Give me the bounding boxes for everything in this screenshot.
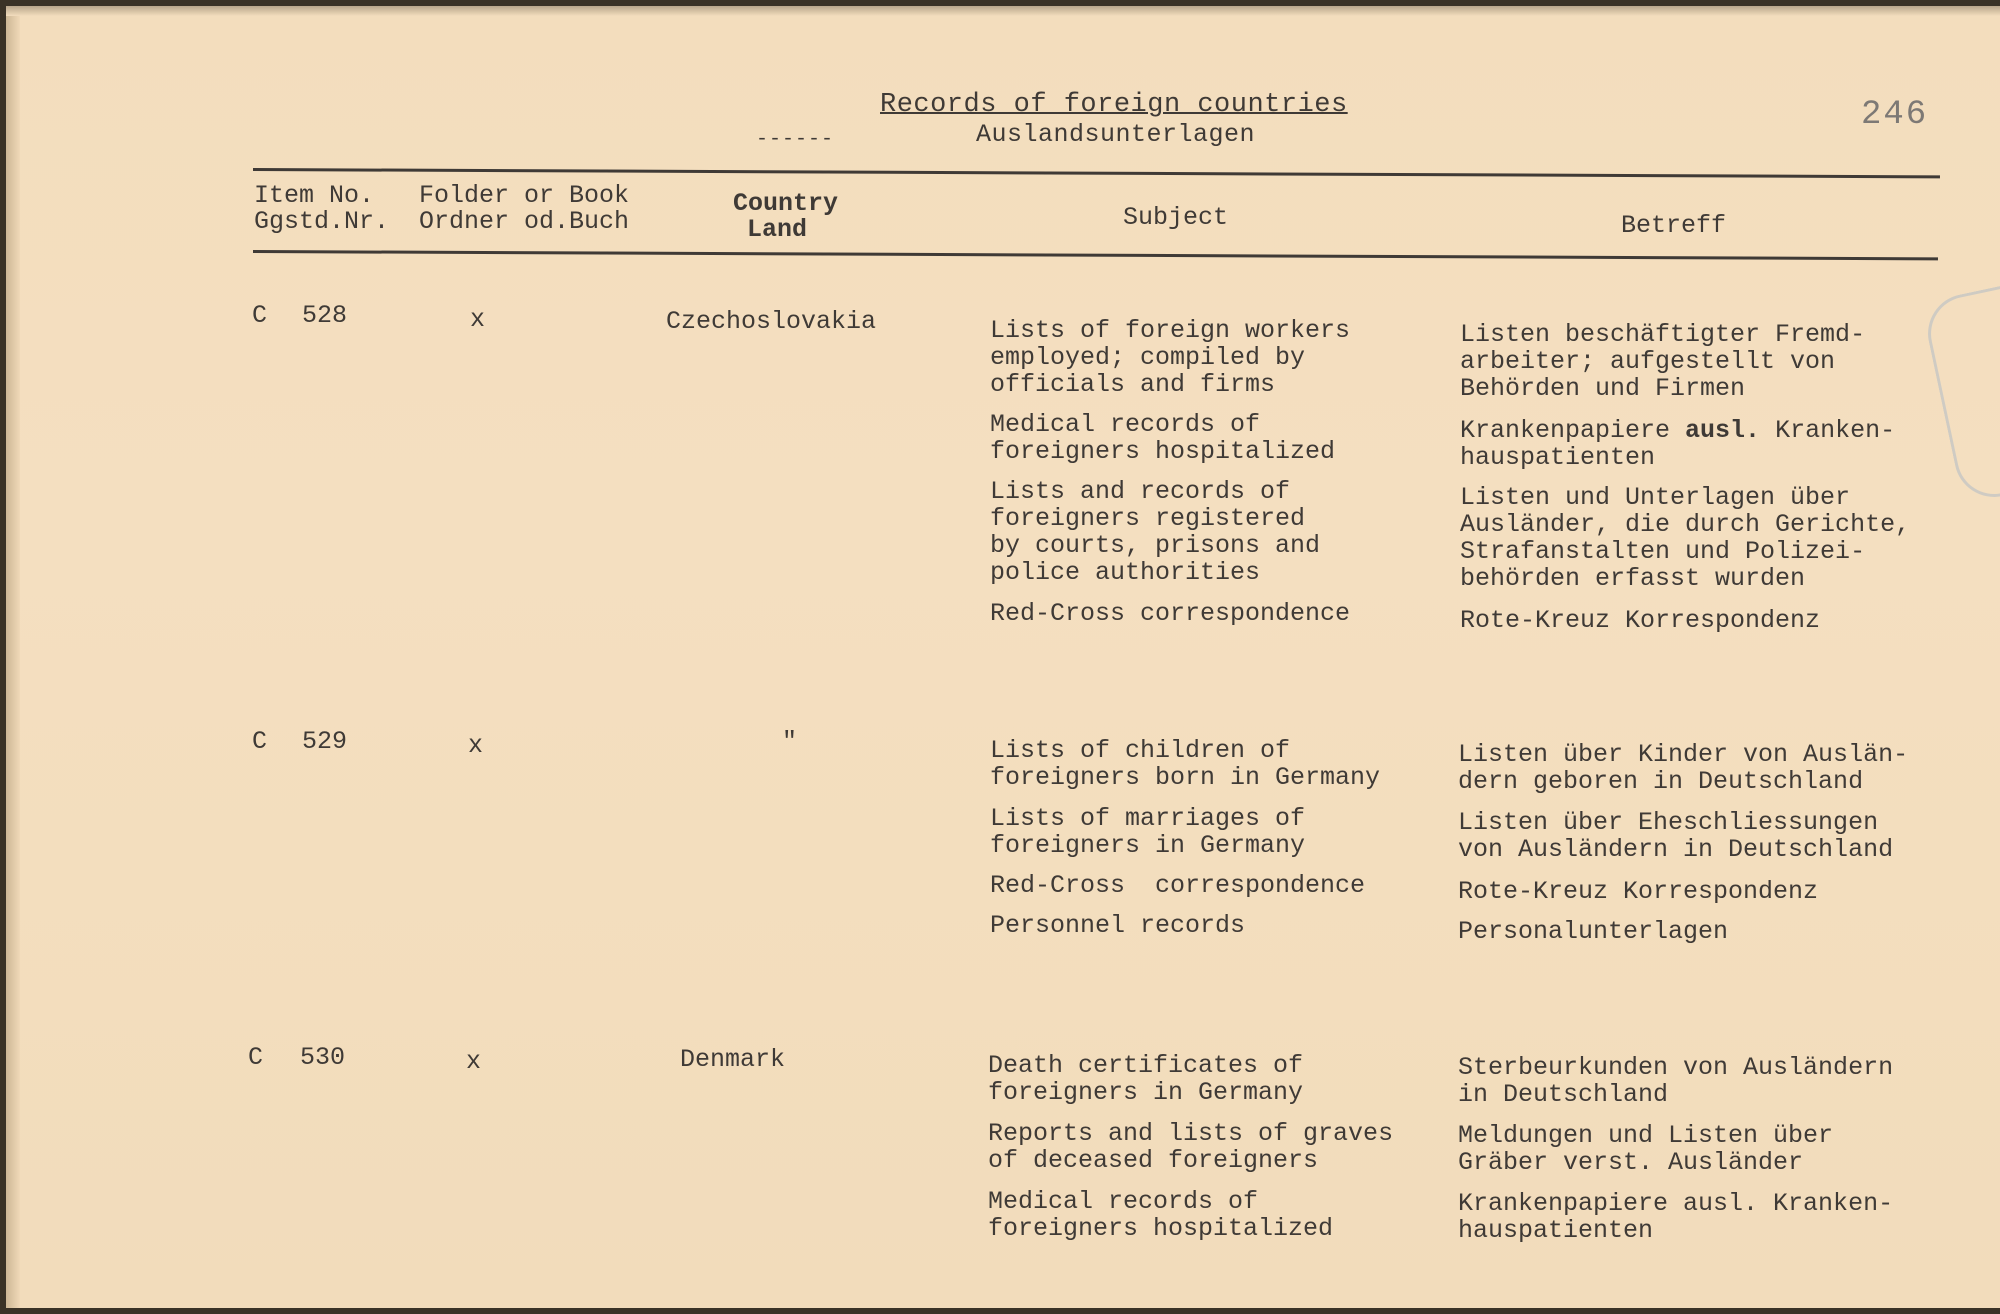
betreff-entry: Personalunterlagen	[1458, 917, 1729, 946]
item-prefix: C	[252, 301, 268, 330]
subject-entry: Death certificates of foreigners in Germany	[988, 1051, 1304, 1107]
column-header-subject: Subject	[1123, 203, 1229, 232]
betreff-entry: Listen über Eheschliessungen von Ausländern in Deutschland	[1458, 808, 1894, 864]
document-subtitle: Auslandsunterlagen	[976, 120, 1256, 149]
item-number: 529	[302, 727, 348, 756]
paper-clip	[1921, 284, 2000, 505]
document-page	[6, 6, 2000, 1308]
betreff-text: Kranken- hauspatienten	[1460, 416, 1896, 472]
item-prefix: C	[252, 727, 268, 756]
betreff-entry: Rote-Kreuz Korrespondenz	[1460, 606, 1821, 635]
header-top-rule	[253, 168, 1940, 178]
document-title: Records of foreign countries	[880, 90, 1348, 120]
column-header-betreff: Betreff	[1621, 211, 1727, 240]
subject-entry: Reports and lists of graves of deceased foreigners	[988, 1119, 1394, 1175]
item-prefix: C	[248, 1043, 264, 1072]
column-header-folder-de: Ordner od.Buch	[419, 207, 630, 236]
column-header-item-en: Item No.	[254, 181, 375, 210]
subject-entry: Red-Cross correspondence	[990, 599, 1351, 628]
betreff-entry	[1460, 417, 1895, 471]
item-number: 530	[300, 1043, 346, 1072]
subject-entry: Medical records of foreigners hospitalized	[988, 1187, 1334, 1243]
country-name: Czechoslovakia	[666, 307, 877, 336]
column-header-item-de: Ggstd.Nr.	[254, 207, 390, 236]
column-header-country-en: Country	[733, 189, 839, 218]
subject-entry: Medical records of foreigners hospitalized	[990, 410, 1336, 466]
subject-entry: Red-Cross correspondence	[990, 871, 1366, 900]
betreff-bold-text: ausl.	[1685, 416, 1761, 445]
subject-entry: Lists of children of foreigners born in Germany	[990, 736, 1381, 792]
subject-entry: Lists of marriages of foreigners in Germany	[990, 804, 1306, 860]
betreff-text: Krankenpapiere	[1460, 416, 1686, 445]
betreff-entry: Listen beschäftigter Fremd- arbeiter; aufgestellt von Behörden und Firmen	[1460, 320, 1866, 403]
column-header-folder-en: Folder or Book	[419, 181, 630, 210]
folder-mark: x	[466, 1047, 482, 1076]
title-dash-mark: ------	[756, 128, 835, 151]
item-number: 528	[302, 301, 348, 330]
subject-entry: Lists and records of foreigners registered by courts, prisons and police authorities	[990, 477, 1321, 587]
betreff-entry: Sterbeurkunden von Ausländern in Deutschland	[1458, 1053, 1894, 1109]
betreff-entry: Meldungen und Listen über Gräber verst. Ausländer	[1458, 1121, 1834, 1177]
betreff-entry: Krankenpapiere ausl. Kranken- hauspatienten	[1458, 1189, 1894, 1245]
folder-mark: x	[468, 731, 484, 760]
header-bottom-rule	[253, 250, 1938, 260]
page-number: 246	[1861, 96, 1929, 134]
column-header-country-de: Land	[747, 215, 808, 244]
subject-entry: Lists of foreign workers employed; compiled by officials and firms	[990, 316, 1351, 399]
betreff-entry: Listen über Kinder von Auslän- dern geboren in Deutschland	[1458, 740, 1909, 796]
country-ditto-mark: "	[782, 727, 798, 756]
betreff-entry: Listen und Unterlagen über Ausländer, die durch Gerichte, Strafanstalten und Polizei- behörden erfasst wurden	[1460, 483, 1911, 593]
folder-mark: x	[470, 305, 486, 334]
betreff-entry: Rote-Kreuz Korrespondenz	[1458, 877, 1819, 906]
subject-entry: Personnel records	[990, 911, 1246, 940]
country-name: Denmark	[680, 1045, 786, 1074]
